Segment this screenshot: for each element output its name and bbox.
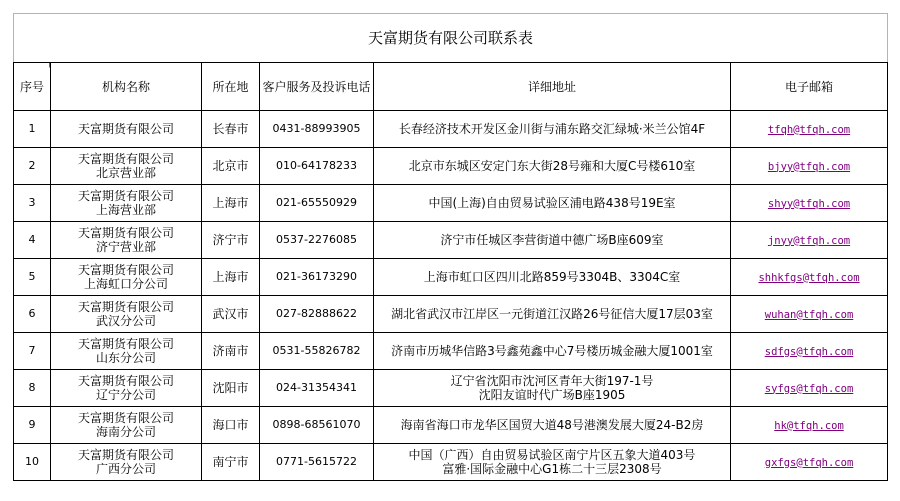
header-index-label: 序号 <box>19 79 44 94</box>
cell-index: 9 <box>14 407 51 444</box>
header-phone: 客户服务及投诉电话 <box>260 63 374 111</box>
cell-city: 上海市 <box>202 185 260 222</box>
cell-name <box>51 222 202 259</box>
cell-phone: 0431-88993905 <box>260 111 374 148</box>
table-row <box>14 333 888 370</box>
cell-email <box>731 407 888 444</box>
name-line-1: 天富期货有限公司 <box>77 337 174 351</box>
table-row <box>14 296 888 333</box>
cell-address <box>374 259 731 296</box>
email-link[interactable]: tfqh@tfqh.com <box>767 123 851 136</box>
name-line-2: 辽宁分公司 <box>95 388 156 402</box>
cell-address <box>374 370 731 407</box>
cell-address <box>374 296 731 333</box>
address-line-1: 湖北省武汉市江岸区一元街道江汉路26号征信大厦17层03室 <box>391 307 713 321</box>
table-row <box>14 370 888 407</box>
address-line-1: 中国（广西）自由贸易试验区南宁片区五象大道403号 <box>408 448 696 462</box>
contact-table <box>13 13 888 481</box>
header-city: 所在地 <box>202 63 260 111</box>
cell-phone: 027-82888622 <box>260 296 374 333</box>
address-line-1: 中国(上海)自由贸易试验区浦电路438号19E室 <box>428 196 676 210</box>
name-line-2: 广西分公司 <box>95 462 156 476</box>
cell-name <box>51 407 202 444</box>
email-link[interactable]: hk@tfqh.com <box>774 419 844 432</box>
cell-index: 6 <box>14 296 51 333</box>
address-line-1: 辽宁省沈阳市沈河区青年大街197-1号 <box>450 374 654 388</box>
cell-city: 济宁市 <box>202 222 260 259</box>
cell-index: 5 <box>14 259 51 296</box>
name-line-2: 济宁营业部 <box>95 240 156 254</box>
cell-address <box>374 407 731 444</box>
email-link[interactable]: gxfgs@tfqh.com <box>764 456 854 469</box>
cell-corner-mark <box>49 63 51 68</box>
cell-name <box>51 148 202 185</box>
header-row <box>14 63 888 111</box>
table-row <box>14 407 888 444</box>
cell-phone: 0537-2276085 <box>260 222 374 259</box>
cell-city: 上海市 <box>202 259 260 296</box>
cell-email <box>731 222 888 259</box>
name-line-2: 山东分公司 <box>95 351 156 365</box>
cell-address <box>374 222 731 259</box>
cell-email <box>731 333 888 370</box>
table-row <box>14 222 888 259</box>
cell-email <box>731 185 888 222</box>
name-line-2: 上海营业部 <box>95 203 156 217</box>
name-line-2: 北京营业部 <box>95 166 156 180</box>
cell-phone: 0898-68561070 <box>260 407 374 444</box>
cell-index: 10 <box>14 444 51 481</box>
name-line-2: 武汉分公司 <box>95 314 156 328</box>
address-line-2: 沈阳友谊时代广场B座1905 <box>478 388 626 402</box>
cell-address <box>374 148 731 185</box>
name-line-1: 天富期货有限公司 <box>77 263 174 277</box>
name-line-1: 天富期货有限公司 <box>77 189 174 203</box>
name-line-1: 天富期货有限公司 <box>77 374 174 388</box>
cell-email <box>731 259 888 296</box>
cell-index: 1 <box>14 111 51 148</box>
cell-name <box>51 111 202 148</box>
cell-city: 南宁市 <box>202 444 260 481</box>
cell-address <box>374 444 731 481</box>
email-link[interactable]: shyy@tfqh.com <box>767 197 851 210</box>
cell-city: 济南市 <box>202 333 260 370</box>
table-row <box>14 148 888 185</box>
cell-phone: 021-36173290 <box>260 259 374 296</box>
header-email: 电子邮箱 <box>731 63 888 111</box>
cell-phone: 021-65550929 <box>260 185 374 222</box>
cell-address <box>374 111 731 148</box>
cell-index: 4 <box>14 222 51 259</box>
email-link[interactable]: wuhan@tfqh.com <box>764 308 854 321</box>
cell-phone: 0531-55826782 <box>260 333 374 370</box>
address-line-2: 富雅·国际金融中心G1栋二十三层2308号 <box>442 462 662 476</box>
email-link[interactable]: syfgs@tfqh.com <box>764 382 854 395</box>
name-line-1: 天富期货有限公司 <box>77 226 174 240</box>
cell-name <box>51 444 202 481</box>
cell-phone: 010-64178233 <box>260 148 374 185</box>
name-line-2: 海南分公司 <box>95 425 156 439</box>
cell-email <box>731 370 888 407</box>
header-name: 机构名称 <box>51 63 202 111</box>
name-line-2: 上海虹口分公司 <box>83 277 168 291</box>
cell-name <box>51 185 202 222</box>
cell-city: 北京市 <box>202 148 260 185</box>
cell-phone: 0771-5615722 <box>260 444 374 481</box>
address-line-1: 长春经济技术开发区金川街与浦东路交汇绿城·米兰公馆4F <box>398 122 706 136</box>
cell-index: 8 <box>14 370 51 407</box>
cell-index: 3 <box>14 185 51 222</box>
contact-sheet <box>13 13 887 481</box>
email-link[interactable]: sdfgs@tfqh.com <box>764 345 854 358</box>
cell-city: 武汉市 <box>202 296 260 333</box>
title-row <box>14 14 888 63</box>
cell-name <box>51 333 202 370</box>
cell-name <box>51 370 202 407</box>
name-line-1: 天富期货有限公司 <box>77 152 174 166</box>
cell-index: 7 <box>14 333 51 370</box>
cell-phone: 024-31354341 <box>260 370 374 407</box>
table-row <box>14 259 888 296</box>
address-line-1: 北京市东城区安定门东大街28号雍和大厦C号楼610室 <box>408 159 696 173</box>
table-title: 天富期货有限公司联系表 <box>14 14 888 63</box>
cell-name <box>51 296 202 333</box>
cell-address <box>374 185 731 222</box>
email-link[interactable]: jnyy@tfqh.com <box>767 234 851 247</box>
cell-name <box>51 259 202 296</box>
cell-address <box>374 333 731 370</box>
cell-index: 2 <box>14 148 51 185</box>
header-index <box>14 63 51 111</box>
cell-email <box>731 296 888 333</box>
cell-email <box>731 148 888 185</box>
name-line-1: 天富期货有限公司 <box>77 448 174 462</box>
header-address: 详细地址 <box>374 63 731 111</box>
cell-email <box>731 111 888 148</box>
table-row <box>14 185 888 222</box>
cell-city: 沈阳市 <box>202 370 260 407</box>
address-line-1: 济宁市任城区李营街道中德广场B座609室 <box>440 233 664 247</box>
table-row <box>14 111 888 148</box>
table-row <box>14 444 888 481</box>
address-line-1: 上海市虹口区四川北路859号3304B、3304C室 <box>423 270 681 284</box>
email-link[interactable]: bjyy@tfqh.com <box>767 160 851 173</box>
name-line-1: 天富期货有限公司 <box>77 300 174 314</box>
name-line-1: 天富期货有限公司 <box>77 411 174 425</box>
cell-email <box>731 444 888 481</box>
address-line-1: 济南市历城华信路3号鑫苑鑫中心7号楼历城金融大厦1001室 <box>391 344 713 358</box>
name-line-1: 天富期货有限公司 <box>77 122 174 136</box>
address-line-1: 海南省海口市龙华区国贸大道48号港澳发展大厦24-B2房 <box>400 418 704 432</box>
cell-city: 海口市 <box>202 407 260 444</box>
email-link[interactable]: shhkfgs@tfqh.com <box>758 271 860 284</box>
cell-city: 长春市 <box>202 111 260 148</box>
